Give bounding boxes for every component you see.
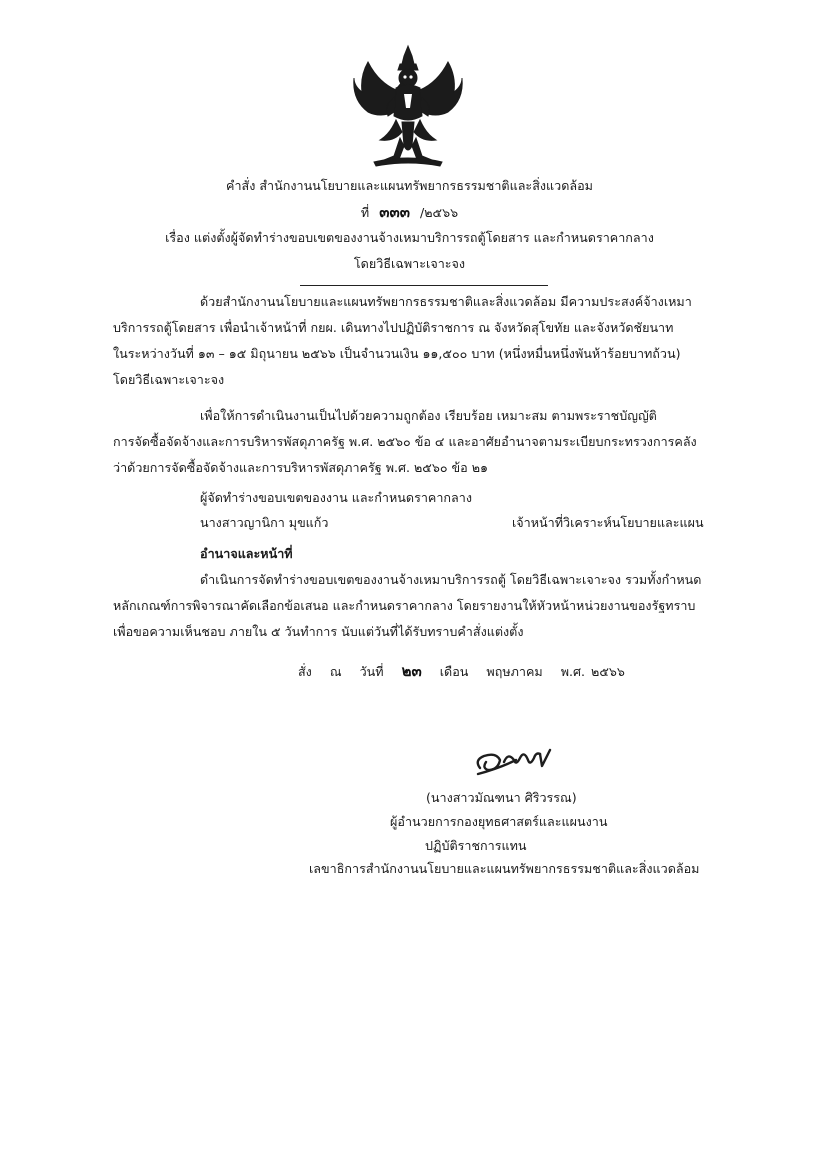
appointee-name: นางสาวญานิกา มุขแก้ว	[200, 515, 329, 530]
order-date-label-order: สั่ง	[298, 664, 312, 679]
duties-line-3: เพื่อขอความเห็นชอบ ภายใน ๕ วันทำการ นับแต่วันที่ได้รับทราบคำสั่งแต่งตั้ง	[113, 624, 524, 639]
order-date-label-month: เดือน	[439, 664, 469, 679]
order-number-prefix: ที่	[360, 205, 370, 220]
signer-name: (นางสาวมัณฑนา ศิริวรรณ)	[426, 790, 577, 805]
para1-line-1: ด้วยสำนักงานนโยบายและแผนทรัพยากรธรรมชาติและสิ่งแวดล้อม มีความประสงค์จ้างเหมา	[200, 294, 692, 309]
duties-heading: อำนาจและหน้าที่	[200, 546, 293, 561]
order-date-label-day: วันที่	[359, 664, 384, 679]
order-date-day: ๒๓	[401, 662, 422, 680]
para2-line-3: ว่าด้วยการจัดซื้อจัดจ้างและการบริหารพัสดุภาครัฐ พ.ศ. ๒๕๖๐ ข้อ ๒๑	[113, 460, 488, 475]
duties-line-2: หลักเกณฑ์การพิจารณาคัดเลือกข้อเสนอ และกำหนดราคากลาง โดยรายงานให้หัวหน้าหน่วยงานของรัฐทราบ	[113, 598, 696, 613]
order-date-month: พฤษภาคม	[486, 664, 543, 679]
signer-position-2: ปฏิบัติราชการแทน	[425, 838, 527, 853]
garuda-emblem-icon	[350, 42, 466, 168]
appointee-position: เจ้าหน้าที่วิเคราะห์นโยบายและแผน	[512, 515, 704, 530]
para1-line-4: โดยวิธีเฉพาะเจาะจง	[113, 372, 225, 387]
order-date-label-at: ณ	[329, 664, 342, 679]
order-number-suffix: /๒๕๖๖	[420, 205, 459, 220]
handwritten-signature	[470, 738, 562, 780]
para1-line-2: บริการรถตู้โดยสาร เพื่อนำเจ้าหน้าที่ กยผ. เดินทางไปปฏิบัติราชการ ณ จังหวัดสุโขทัย และจังหวัดชัยนาท	[113, 320, 674, 335]
appointee-heading: ผู้จัดทำร่างขอบเขตของงาน และกำหนดราคากลาง	[200, 490, 472, 505]
duties-line-1: ดำเนินการจัดทำร่างขอบเขตของงานจ้างเหมาบริการรถตู้ โดยวิธีเฉพาะเจาะจง รวมทั้งกำหนด	[200, 572, 702, 587]
para2-line-2: การจัดซื้อจัดจ้างและการบริหารพัสดุภาครัฐ พ.ศ. ๒๕๖๐ ข้อ ๔ และอาศัยอำนาจตามระเบียบกระทรวงการคลัง	[113, 434, 697, 449]
order-date-year: พ.ศ. ๒๕๖๖	[560, 664, 625, 679]
order-title: คำสั่ง สำนักงานนโยบายและแผนทรัพยากรธรรมชาติและสิ่งแวดล้อม	[226, 178, 593, 193]
subject-line-1: เรื่อง แต่งตั้งผู้จัดทำร่างขอบเขตของงานจ้างเหมาบริการรถตู้โดยสาร และกำหนดราคากลาง	[165, 230, 654, 245]
para2-line-1: เพื่อให้การดำเนินงานเป็นไปด้วยความถูกต้อง เรียบร้อย เหมาะสม ตามพระราชบัญญัติ	[200, 408, 657, 423]
order-number	[0, 203, 819, 222]
header-divider	[300, 285, 548, 286]
subject-line-2: โดยวิธีเฉพาะเจาะจง	[353, 256, 466, 271]
order-number-value: ๓๓๓	[379, 203, 410, 221]
signer-position-1: ผู้อำนวยการกองยุทธศาสตร์และแผนงาน	[390, 814, 608, 829]
order-date	[298, 662, 625, 681]
signer-position-3: เลขาธิการสำนักงานนโยบายและแผนทรัพยากรธรรมชาติและสิ่งแวดล้อม	[309, 861, 700, 876]
para1-line-3: ในระหว่างวันที่ ๑๓ – ๑๕ มิถุนายน ๒๕๖๖ เป็นจำนวนเงิน ๑๑,๕๐๐ บาท (หนึ่งหมื่นหนึ่งพันห้าร้อยบาทถ้วน)	[113, 346, 681, 361]
